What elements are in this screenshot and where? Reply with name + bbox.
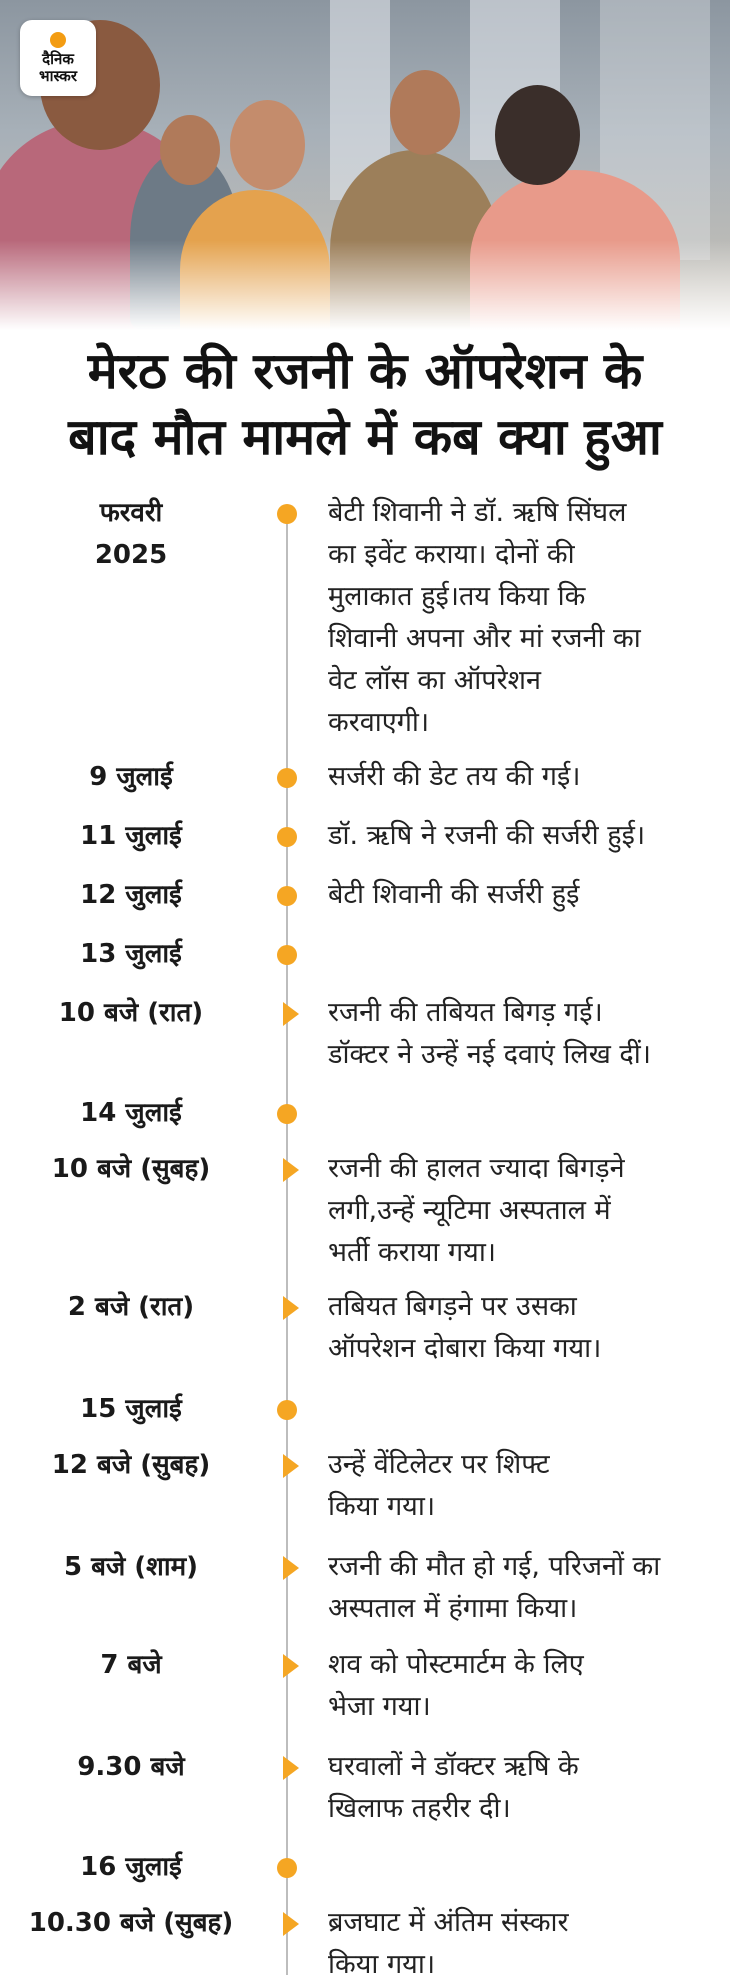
timeline-description-line: बेटी शिवानी की सर्जरी हुई bbox=[328, 879, 580, 910]
timeline-date-line: 10 बजे (सुबह) bbox=[51, 1154, 211, 1184]
timeline-description-line: अस्पताल में हंगामा किया। bbox=[328, 1593, 578, 1624]
logo-sun-icon bbox=[50, 32, 66, 48]
timeline-description-line: डॉक्टर ने उन्हें नई दवाएं लिख दीं। bbox=[328, 1039, 651, 1070]
timeline-date bbox=[0, 492, 262, 576]
timeline-date bbox=[0, 874, 262, 916]
title-line1: मेरठ की रजनी के ऑपरेशन के bbox=[87, 342, 643, 400]
timeline-dot-icon bbox=[277, 886, 297, 906]
timeline-date bbox=[0, 1902, 262, 1944]
timeline-arrow-icon bbox=[283, 1556, 299, 1580]
timeline-date-line: 12 जुलाई bbox=[80, 880, 182, 910]
timeline-description bbox=[328, 756, 723, 798]
timeline-description-line: मुलाकात हुई।तय किया कि bbox=[328, 581, 586, 612]
timeline-dot-icon bbox=[277, 827, 297, 847]
timeline-date-line: फरवरी bbox=[99, 498, 163, 528]
timeline-date bbox=[0, 1746, 262, 1788]
timeline-date-line: 7 बजे bbox=[100, 1650, 162, 1680]
timeline-date-line: 16 जुलाई bbox=[80, 1852, 182, 1882]
timeline-description-line: खिलाफ तहरीर दी। bbox=[328, 1793, 511, 1824]
timeline-description-line: वेट लॉस का ऑपरेशन bbox=[328, 665, 541, 696]
timeline-arrow-icon bbox=[283, 1756, 299, 1780]
timeline-description-line: शिवानी अपना और मां रजनी का bbox=[328, 623, 641, 654]
timeline-description bbox=[328, 815, 723, 857]
header-photo bbox=[0, 0, 730, 330]
timeline-description-line: तबियत बिगड़ने पर उसका bbox=[328, 1291, 577, 1322]
timeline-date bbox=[0, 1286, 262, 1328]
timeline-description-line: ऑपरेशन दोबारा किया गया। bbox=[328, 1333, 602, 1364]
timeline-description-line: बेटी शिवानी ने डॉ. ऋषि सिंघल bbox=[328, 497, 627, 528]
timeline-description-line: भेजा गया। bbox=[328, 1691, 431, 1722]
timeline-arrow-icon bbox=[283, 1002, 299, 1026]
timeline-date-line: 15 जुलाई bbox=[80, 1394, 182, 1424]
timeline-description bbox=[328, 1546, 723, 1630]
timeline-arrow-icon bbox=[283, 1654, 299, 1678]
timeline-description bbox=[328, 992, 723, 1076]
timeline-date bbox=[0, 1148, 262, 1190]
timeline-description-line: रजनी की हालत ज्यादा बिगड़ने bbox=[328, 1153, 625, 1184]
timeline-arrow-icon bbox=[283, 1454, 299, 1478]
timeline-description bbox=[328, 492, 723, 744]
timeline-date-line: 9 जुलाई bbox=[89, 762, 173, 792]
timeline-vertical-line bbox=[286, 505, 288, 1975]
timeline-dot-icon bbox=[277, 768, 297, 788]
timeline-description bbox=[328, 1444, 723, 1528]
timeline-date-line: 2 बजे (रात) bbox=[67, 1292, 195, 1322]
timeline-date-line: 14 जुलाई bbox=[80, 1098, 182, 1128]
timeline-description bbox=[328, 1286, 723, 1370]
timeline-date-line: 11 जुलाई bbox=[80, 821, 182, 851]
dainik-bhaskar-logo bbox=[20, 20, 96, 96]
timeline-description-line: सर्जरी की डेट तय की गई। bbox=[328, 761, 581, 792]
timeline-description-line: किया गया। bbox=[328, 1491, 436, 1522]
timeline-description-line: करवाएगी। bbox=[328, 707, 430, 738]
timeline-description-line: का इवेंट कराया। दोनों की bbox=[328, 539, 575, 570]
timeline-description bbox=[328, 874, 723, 916]
timeline-date-line: 10.30 बजे (सुबह) bbox=[28, 1908, 234, 1938]
timeline-date-line: 10 बजे (रात) bbox=[58, 998, 204, 1028]
timeline-date bbox=[0, 1846, 262, 1888]
timeline-dot-icon bbox=[277, 945, 297, 965]
timeline-date bbox=[0, 756, 262, 798]
timeline-date bbox=[0, 1644, 262, 1686]
page-title bbox=[0, 338, 730, 470]
timeline-description-line: रजनी की तबियत बिगड़ गई। bbox=[328, 997, 603, 1028]
timeline-date-line: 12 बजे (सुबह) bbox=[51, 1450, 211, 1480]
timeline-description-line: घरवालों ने डॉक्टर ऋषि के bbox=[328, 1751, 579, 1782]
timeline-description-line: शव को पोस्टमार्टम के लिए bbox=[328, 1649, 584, 1680]
timeline-description bbox=[328, 1746, 723, 1830]
timeline-arrow-icon bbox=[283, 1296, 299, 1320]
timeline-description bbox=[328, 1902, 723, 1986]
timeline-arrow-icon bbox=[283, 1158, 299, 1182]
timeline-date bbox=[0, 815, 262, 857]
timeline-date-line: 2025 bbox=[94, 540, 168, 570]
timeline-dot-icon bbox=[277, 1858, 297, 1878]
timeline-description-line: रजनी की मौत हो गई, परिजनों का bbox=[328, 1551, 661, 1582]
timeline-dot-icon bbox=[277, 1104, 297, 1124]
timeline-arrow-icon bbox=[283, 1912, 299, 1936]
timeline-description-line: उन्हें वेंटिलेटर पर शिफ्ट bbox=[328, 1449, 550, 1480]
timeline-description bbox=[328, 1148, 723, 1274]
timeline-dot-icon bbox=[277, 1400, 297, 1420]
timeline-dot-icon bbox=[277, 504, 297, 524]
timeline-date bbox=[0, 933, 262, 975]
timeline-date-line: 9.30 बजे bbox=[77, 1752, 185, 1782]
timeline-description-line: किया गया। bbox=[328, 1949, 436, 1980]
timeline-date bbox=[0, 1388, 262, 1430]
timeline-description-line: भर्ती कराया गया। bbox=[328, 1237, 497, 1268]
timeline-description bbox=[328, 1644, 723, 1728]
timeline-description-line: लगी,उन्हें न्यूटिमा अस्पताल में bbox=[328, 1195, 611, 1226]
timeline-date-line: 13 जुलाई bbox=[80, 939, 182, 969]
timeline-date bbox=[0, 992, 262, 1034]
timeline-date-line: 5 बजे (शाम) bbox=[63, 1552, 199, 1582]
timeline-date bbox=[0, 1546, 262, 1588]
timeline-date bbox=[0, 1092, 262, 1134]
timeline-date bbox=[0, 1444, 262, 1486]
timeline-description-line: ब्रजघाट में अंतिम संस्कार bbox=[328, 1907, 569, 1938]
logo-text-line2: भास्कर bbox=[39, 66, 77, 85]
logo-text-line1: दैनिक bbox=[42, 49, 74, 68]
timeline-description-line: डॉ. ऋषि ने रजनी की सर्जरी हुई। bbox=[328, 820, 646, 851]
title-line2: बाद मौत मामले में कब क्या हुआ bbox=[68, 408, 662, 466]
